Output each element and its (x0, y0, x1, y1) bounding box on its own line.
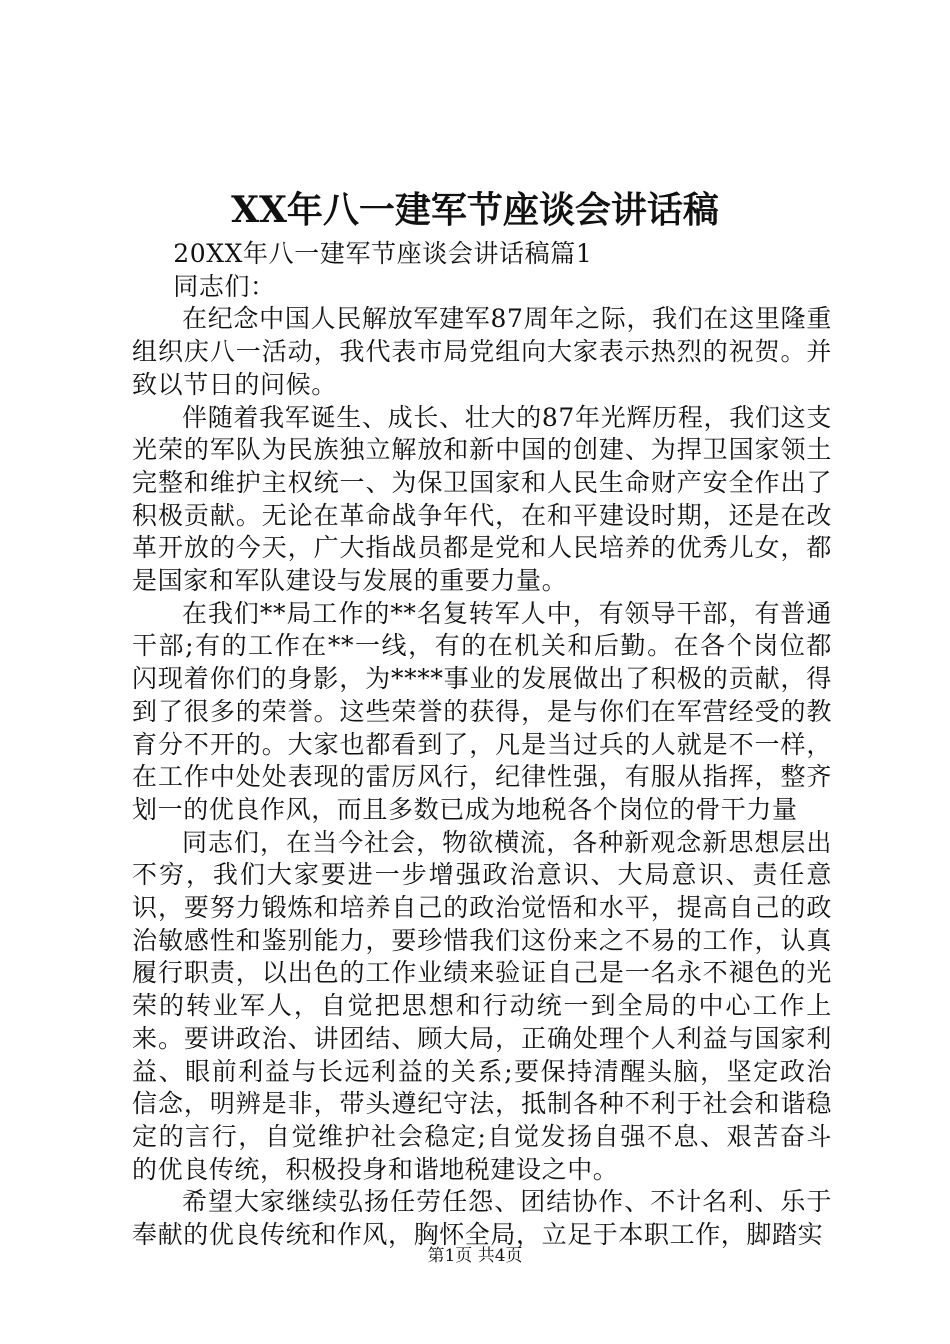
paragraph: 伴随着我军诞生、成长、壮大的87年光辉历程，我们这支光荣的军队为民族独立解放和新中国的创建、为捍卫国家领土完整和维护主权统一、为保卫国家和人民生命财产安全作出了积极贡献。无论在革命战争年代，在和平建设时期，还是在改革开放的今天，广大指战员都是党和人民培养的优秀儿女，都是国家和军队建设与发展的重要力量。 (132, 402, 832, 596)
paragraph: 在纪念中国人民解放军建军87周年之际，我们在这里隆重组织庆八一活动，我代表市局党组向大家表示热烈的祝贺。并致以节日的问候。 (132, 304, 832, 399)
salutation: 同志们： (173, 271, 276, 301)
document-body (132, 238, 832, 1252)
paragraph: 希望大家继续弘扬任劳任怨、团结协作、不计名利、乐于奉献的优良传统和作风，胸怀全局，立足于本职工作，脚踏实 (132, 1187, 832, 1250)
document-subtitle: 20XX年八一建军节座谈会讲话稿篇1 (173, 239, 593, 268)
page-number-footer: 第1页 共4页 (427, 1246, 523, 1266)
paragraph: 在我们**局工作的**名复转军人中，有领导干部，有普通干部;有的工作在**一线，有的在机关和后勤。在各个岗位都闪现着你们的身影，为****事业的发展做出了积极的贡献，得到了很多的荣誉。这些荣誉的获得，是与你们在军营经受的教育分不开的。大家也都看到了，凡是当过兵的人就是不一样，在工作中处处表现的雷厉风行，纪律性强，有服从指挥，整齐划一的优良作风，而且多数已成为地税各个岗位的骨干力量 (132, 598, 832, 824)
paragraph: 同志们，在当今社会，物欲横流，各种新观念新思想层出不穷，我们大家要进一步增强政治意识、大局意识、责任意识，要努力锻炼和培养自己的政治觉悟和水平，提高自己的政治敏感性和鉴别能力，要珍惜我们这份来之不易的工作，认真履行职责，以出色的工作业绩来验证自己是一名永不褪色的光荣的转业军人，自觉把思想和行动统一到全局的中心工作上来。要讲政治、讲团结、顾大局，正确处理个人利益与国家利益、眼前利益与长远利益的关系;要保持清醒头脑，坚定政治信念，明辨是非，带头遵纪守法，抵制各种不利于社会和谐稳定的言行，自觉维护社会稳定;自觉发扬自强不息、艰苦奋斗的优良传统，积极投身和谐地税建设之中。 (132, 827, 832, 1184)
document-title: XX年八一建军节座谈会讲话稿 (231, 189, 719, 231)
